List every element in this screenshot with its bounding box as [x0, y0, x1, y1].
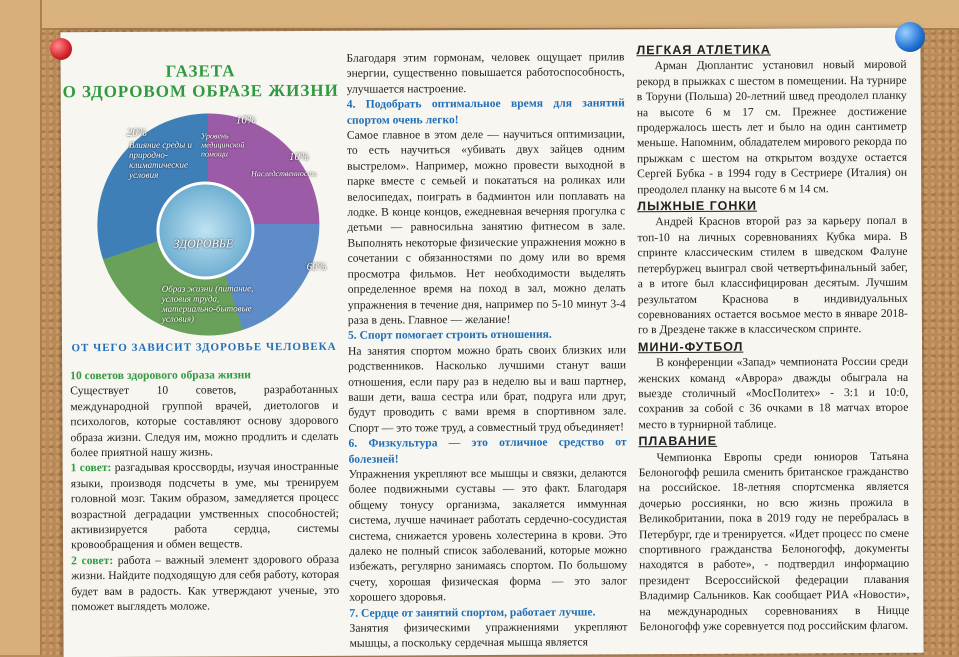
skiing-text: Андрей Краснов второй раз за карьеру попал в топ-10 на личных соревнованиях Кубка мира. В спринте классическим стилем в шведском Фалуне петербуржец выиграл свой четвертьфинальный забег, а в итоге был классифицирован десятым. Лучшим результатом Краснова в индивидуальных соревнованиях остается восьмое место в январе 2018-го в Дрездене также в классическом спринте. — [637, 214, 908, 337]
blue-pushpin-icon — [895, 22, 925, 52]
segment-label-4: Образ жизни (питание, условия труда, материально-бытовые условия) — [161, 283, 254, 324]
newspaper-sheet — [60, 28, 923, 657]
column-1-text — [70, 367, 339, 615]
swimming-heading: ПЛАВАНИЕ — [638, 433, 718, 449]
col2-intro: Благодаря этим гормонам, человек ощущает прилив энергии, существенно повышается работоспособность, улучшается настроение. — [346, 50, 625, 96]
tip2-text: работа – важный элемент здорового образа жизни. Найдите подходящую для себя работу, которая будет вам в радость. Как утверждают ученые, это поможет выглядеть моложе. — [71, 552, 340, 614]
diagram-arc-caption: ОТ ЧЕГО ЗАВИСИТ ЗДОРОВЬЕ ЧЕЛОВЕКА — [71, 340, 337, 355]
diagram-center — [156, 181, 255, 280]
tips-heading: 10 советов здорового образа жизни — [70, 368, 251, 383]
tip1-label: 1 совет: — [70, 461, 112, 475]
section-4-heading: 4. Подобрать оптимальное время для занятий спортом очень легко! — [346, 96, 625, 127]
board-frame-left — [0, 0, 42, 655]
segment-label-2: Уровень медицинской помощи — [200, 131, 245, 159]
segment-percent-3: 10% — [288, 150, 310, 164]
section-5-text: На занятия спортом можно брать своих близких или родственников. Насколько лучшими станут ваши отношения, если пару раз в неделю вы и ваш партнер, ваши дети, ваша сестра или брат, подруга или друг, будут проводить с вами время в спортивном зале. Спорт — это тоже труд, а совместный труд объединяет! — [348, 343, 627, 435]
athletics-heading: ЛЕГКАЯ АТЛЕТИКА — [636, 42, 771, 58]
newspaper-title-line2: О ЗДОРОВОМ ОБРАЗЕ ЖИЗНИ — [62, 80, 339, 102]
segment-percent-4: 60% — [306, 260, 327, 273]
section-6-heading: 6. Физкультура — это отличное средство от болезней! — [348, 435, 627, 466]
section-6-text: Упражнения укрепляют все мышцы и связки, делаются более подвижными суставы — это факт. Благодаря общему тонусу организма, закаляется иммунная система, лучше начинает работать сердечно-сосудистая система, снижается уровень холестерина в крови. Это далеко не полный список заболеваний, которые можно избежать, регулярно занимаясь спортом. По большому счету, хорошая физическая форма — это залог хорошего здоровья. — [348, 466, 628, 604]
segment-percent-2: 10% — [235, 114, 257, 127]
athletics-text: Арман Дюплантис установил новый мировой рекорд в прыжках с шестом в помещении. На турнире в Торуни (Польша) 20-летний швед преодолел планку на высоте 6 м 17 см. Прежнее достижение продержалось шесть лет и было на один сантиметр меньше. Напомним, обладателем мирового рекорда по прыжкам с шестом на открытом воздухе остается Сергей Бубка - в 1994 году в Сестриере (Италия) он преодолел планку на высоте 6 м 14 см. — [636, 58, 908, 196]
swimming-text: Чемпионка Европы среди юниоров Татьяна Белоногофф решила сменить британское гражданство на российское. 18-летняя спортсменка является дочерью россиянки, но всю жизнь прожила в Великобритании, пока в 2019 году не перебралась в Петербург, где и тренируется. «Идет процесс по смене спортивного гражданства Белоногофф, документы находятся в работе», - подтвердил информацию президент Всероссийской федерации плавания Владимир Сальников. Как сообщает РИА «Новости», на международных соревнованиях в Ницце Белоногофф уже соревнуется под российским флагом. — [638, 449, 910, 634]
section-7-heading: 7. Сердце от занятий спортом, работает лучше. — [349, 605, 596, 620]
board-frame-top — [0, 0, 959, 30]
tip1-text: разгадывая кроссворды, изучая иностранные языки, производя подсчеты в уме, мы тренируем головной мозг. Таким образом, замедляется процесс возрастной деградации умственных способностей; активизируется работа сердца, системы кровообращения и обмен веществ. — [70, 460, 340, 552]
diagram-center-label: ЗДОРОВЬЕ — [173, 236, 234, 251]
newspaper-title-line1: ГАЗЕТА — [165, 61, 236, 81]
futsal-heading: МИНИ-ФУТБОЛ — [637, 339, 744, 354]
section-5-heading: 5. Спорт помогает строить отношения. — [347, 327, 552, 343]
red-pushpin-icon — [50, 38, 72, 60]
futsal-text: В конференции «Запад» чемпионата России среди женских команд «Аврора» дважды обыграла на выезде столичный «МосПолитех» - 3:1 и 10:0, сохранив за собой с 36 очками в 18 матчах второе место в турнирной таблице. — [638, 354, 909, 431]
tip2-label: 2 совет: — [71, 553, 114, 568]
segment-percent-1: 20% — [126, 126, 148, 139]
skiing-heading: ЛЫЖНЫЕ ГОНКИ — [637, 198, 757, 214]
tips-intro: Существует 10 советов, разработанных международной группой врачей, диетологов и психологов, которые составляют основу здорового образа жизни. Следуя им, можно продлить и сделать более приятной нашу жизнь. — [70, 383, 339, 460]
column-2-text — [346, 49, 627, 651]
segment-label-3: Наследственность — [251, 168, 317, 179]
column-3-text — [636, 40, 909, 635]
section-7-text: Занятия физическими упражнениями укрепляют мышцы, а поскольку сердечная мышца является — [349, 620, 628, 651]
section-4-text: Самое главное в этом деле — научиться оптимизации, то есть научиться «убивать двух зайцев одним выстрелом». Например, можно провести выходной в парке вместе с семьей и покататься на роликах или велосипедах, поиграть в бадминтон или поплавать на лодке. В конце концов, ежедневная вечерняя прогулка с детьми — равносильна занятию фитнесом в зале. Выполнять некоторые физические упражнения можно в сочетании с обязанностями по дому или во время просмотра фильмов. Нет необходимости выделять определенное время на поход в зал, можно делать упражнения в течение дня, например по 5-10 минут 3-4 раза в день. Главное — желание! — [346, 127, 626, 327]
segment-label-1: Влияние среды и природно-климатические условия — [128, 139, 192, 180]
